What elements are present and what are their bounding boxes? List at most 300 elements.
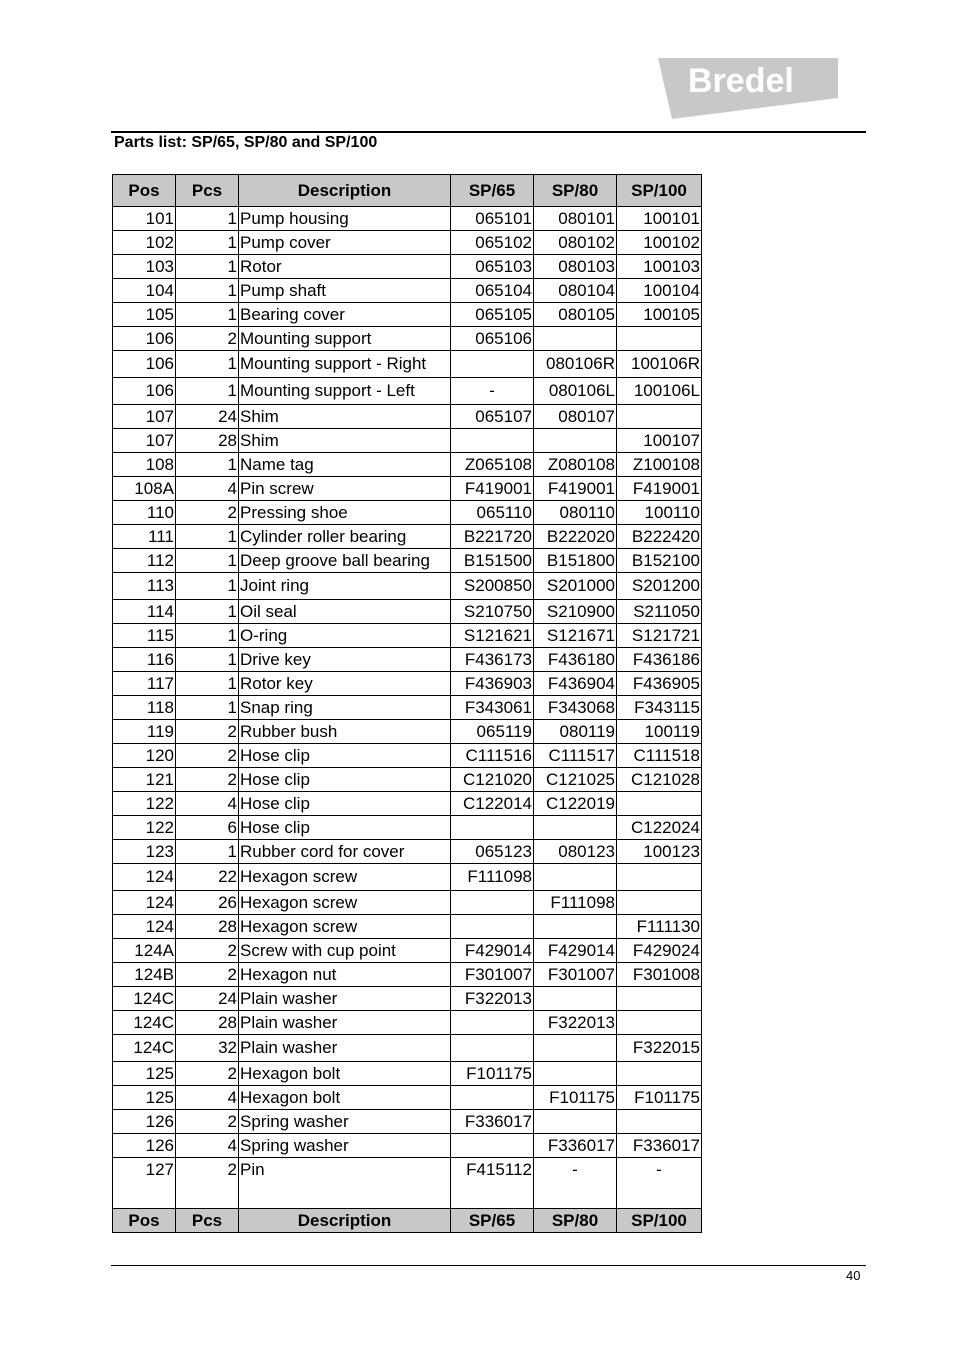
cell-pcs: 1 [176, 549, 239, 573]
cell-description: Deep groove ball bearing [239, 549, 451, 573]
cell-sp100: - [617, 1158, 702, 1209]
cell-sp65 [451, 1086, 534, 1110]
cell-sp80: 080106L [534, 378, 617, 405]
cell-pos: 124B [113, 963, 176, 987]
col-footer-pcs: Pcs [176, 1209, 239, 1233]
table-row [113, 672, 702, 696]
cell-pcs: 1 [176, 624, 239, 648]
cell-pcs: 1 [176, 648, 239, 672]
cell-pcs: 1 [176, 600, 239, 624]
cell-sp80: F436180 [534, 648, 617, 672]
cell-sp100: F301008 [617, 963, 702, 987]
cell-pos: 124C [113, 1011, 176, 1035]
cell-sp65: F101175 [451, 1062, 534, 1086]
col-footer-sp100: SP/100 [617, 1209, 702, 1233]
cell-pcs: 1 [176, 351, 239, 378]
cell-description: O-ring [239, 624, 451, 648]
cell-pcs: 2 [176, 744, 239, 768]
cell-pcs: 32 [176, 1035, 239, 1062]
table-row [113, 525, 702, 549]
logo-badge [656, 56, 840, 120]
cell-description: Spring washer [239, 1110, 451, 1134]
table-row [113, 327, 702, 351]
cell-sp80 [534, 816, 617, 840]
table-row [113, 939, 702, 963]
cell-sp80: F111098 [534, 891, 617, 915]
cell-description: Pressing shoe [239, 501, 451, 525]
table-row [113, 744, 702, 768]
cell-description: Pump cover [239, 231, 451, 255]
cell-description: Plain washer [239, 1011, 451, 1035]
table-row [113, 1035, 702, 1062]
col-header-pcs: Pcs [176, 175, 239, 207]
cell-pos: 127 [113, 1158, 176, 1209]
table-row [113, 987, 702, 1011]
cell-pcs: 2 [176, 327, 239, 351]
cell-sp80: F101175 [534, 1086, 617, 1110]
cell-sp80: B151800 [534, 549, 617, 573]
cell-pos: 101 [113, 207, 176, 231]
cell-pos: 124 [113, 915, 176, 939]
cell-sp65: 065106 [451, 327, 534, 351]
cell-pcs: 1 [176, 672, 239, 696]
cell-description: Shim [239, 405, 451, 429]
cell-sp80: F419001 [534, 477, 617, 501]
cell-sp65 [451, 816, 534, 840]
cell-sp100: 100105 [617, 303, 702, 327]
col-header-pos: Pos [113, 175, 176, 207]
cell-sp65 [451, 1011, 534, 1035]
cell-pos: 118 [113, 696, 176, 720]
cell-pcs: 2 [176, 939, 239, 963]
cell-sp65: F322013 [451, 987, 534, 1011]
cell-sp80: F322013 [534, 1011, 617, 1035]
cell-sp80 [534, 864, 617, 891]
cell-pos: 106 [113, 351, 176, 378]
cell-description: Joint ring [239, 573, 451, 600]
cell-sp65: C111516 [451, 744, 534, 768]
cell-pcs: 1 [176, 840, 239, 864]
cell-sp80: 080110 [534, 501, 617, 525]
cell-sp80: - [534, 1158, 617, 1209]
cell-pcs: 2 [176, 768, 239, 792]
cell-description: Hexagon screw [239, 891, 451, 915]
cell-sp100: F322015 [617, 1035, 702, 1062]
table-row [113, 915, 702, 939]
cell-pos: 119 [113, 720, 176, 744]
cell-sp80: F336017 [534, 1134, 617, 1158]
cell-description: Hexagon nut [239, 963, 451, 987]
cell-description: Hexagon bolt [239, 1086, 451, 1110]
cell-sp65: F301007 [451, 963, 534, 987]
cell-pcs: 4 [176, 792, 239, 816]
table-row [113, 1134, 702, 1158]
cell-description: Mounting support [239, 327, 451, 351]
cell-sp65: 065107 [451, 405, 534, 429]
table-row [113, 207, 702, 231]
cell-sp100 [617, 864, 702, 891]
cell-sp65: 065104 [451, 279, 534, 303]
cell-sp80 [534, 1110, 617, 1134]
cell-pos: 105 [113, 303, 176, 327]
cell-sp65: B151500 [451, 549, 534, 573]
cell-sp80: 080106R [534, 351, 617, 378]
cell-sp100: 100119 [617, 720, 702, 744]
cell-description: Pin [239, 1158, 451, 1209]
cell-sp100: F436186 [617, 648, 702, 672]
table-row [113, 279, 702, 303]
cell-sp65: F343061 [451, 696, 534, 720]
header-rule [111, 131, 866, 133]
table-row [113, 429, 702, 453]
cell-sp100: S201200 [617, 573, 702, 600]
cell-sp100: 100107 [617, 429, 702, 453]
table-row [113, 1062, 702, 1086]
cell-sp65: 065102 [451, 231, 534, 255]
col-footer-description: Description [239, 1209, 451, 1233]
header-row [113, 175, 702, 207]
cell-sp100: 100106L [617, 378, 702, 405]
cell-pos: 108 [113, 453, 176, 477]
cell-description: Name tag [239, 453, 451, 477]
table-row [113, 792, 702, 816]
cell-pcs: 2 [176, 720, 239, 744]
cell-pos: 122 [113, 816, 176, 840]
cell-pos: 115 [113, 624, 176, 648]
col-header-description: Description [239, 175, 451, 207]
table-row [113, 963, 702, 987]
table-row [113, 231, 702, 255]
cell-pcs: 24 [176, 405, 239, 429]
cell-description: Oil seal [239, 600, 451, 624]
cell-sp65: 065105 [451, 303, 534, 327]
cell-pos: 117 [113, 672, 176, 696]
cell-sp100: B152100 [617, 549, 702, 573]
cell-description: Plain washer [239, 987, 451, 1011]
cell-description: Cylinder roller bearing [239, 525, 451, 549]
cell-sp65: C122014 [451, 792, 534, 816]
cell-sp80 [534, 915, 617, 939]
cell-sp100: Z100108 [617, 453, 702, 477]
cell-sp80: S201000 [534, 573, 617, 600]
cell-pcs: 2 [176, 1110, 239, 1134]
cell-sp80: S210900 [534, 600, 617, 624]
table-row [113, 768, 702, 792]
cell-description: Pump housing [239, 207, 451, 231]
cell-sp80: F343068 [534, 696, 617, 720]
cell-sp80: 080104 [534, 279, 617, 303]
cell-pcs: 6 [176, 816, 239, 840]
cell-sp80 [534, 429, 617, 453]
cell-pcs: 1 [176, 696, 239, 720]
table-row [113, 816, 702, 840]
cell-pcs: 1 [176, 525, 239, 549]
cell-sp65: 065110 [451, 501, 534, 525]
cell-sp80: C111517 [534, 744, 617, 768]
cell-pos: 111 [113, 525, 176, 549]
cell-sp100: F336017 [617, 1134, 702, 1158]
cell-pos: 107 [113, 429, 176, 453]
cell-pos: 121 [113, 768, 176, 792]
col-footer-pos: Pos [113, 1209, 176, 1233]
cell-sp65: S121621 [451, 624, 534, 648]
cell-sp65: C121020 [451, 768, 534, 792]
cell-description: Hexagon screw [239, 915, 451, 939]
cell-sp80: S121671 [534, 624, 617, 648]
cell-sp100: C122024 [617, 816, 702, 840]
cell-sp100: F111130 [617, 915, 702, 939]
cell-pos: 110 [113, 501, 176, 525]
cell-description: Spring washer [239, 1134, 451, 1158]
cell-pcs: 2 [176, 1158, 239, 1209]
table-row [113, 696, 702, 720]
logo-text: Bredel [688, 62, 794, 100]
cell-sp100: C121028 [617, 768, 702, 792]
parts-table [112, 174, 702, 1233]
cell-sp80: 080101 [534, 207, 617, 231]
table-row [113, 648, 702, 672]
cell-sp80: 080107 [534, 405, 617, 429]
cell-pcs: 1 [176, 279, 239, 303]
cell-pos: 106 [113, 327, 176, 351]
cell-sp65: F429014 [451, 939, 534, 963]
cell-pcs: 4 [176, 477, 239, 501]
cell-sp100: 100103 [617, 255, 702, 279]
cell-pos: 124C [113, 1035, 176, 1062]
cell-pcs: 24 [176, 987, 239, 1011]
cell-pcs: 2 [176, 501, 239, 525]
cell-sp65 [451, 891, 534, 915]
table-row [113, 573, 702, 600]
cell-pcs: 1 [176, 255, 239, 279]
cell-sp80: F436904 [534, 672, 617, 696]
cell-sp65: 065119 [451, 720, 534, 744]
table-row [113, 1011, 702, 1035]
cell-description: Shim [239, 429, 451, 453]
cell-description: Hose clip [239, 792, 451, 816]
cell-description: Mounting support - Left [239, 378, 451, 405]
cell-pos: 125 [113, 1086, 176, 1110]
cell-sp65: S200850 [451, 573, 534, 600]
cell-pcs: 22 [176, 864, 239, 891]
cell-pos: 102 [113, 231, 176, 255]
cell-pcs: 28 [176, 915, 239, 939]
cell-pos: 112 [113, 549, 176, 573]
cell-sp100: F429024 [617, 939, 702, 963]
cell-sp65: F336017 [451, 1110, 534, 1134]
cell-sp80 [534, 1035, 617, 1062]
cell-pcs: 1 [176, 573, 239, 600]
table-row [113, 501, 702, 525]
cell-sp100: C111518 [617, 744, 702, 768]
cell-sp100: B222420 [617, 525, 702, 549]
cell-sp100: S211050 [617, 600, 702, 624]
table-row [113, 891, 702, 915]
cell-sp100 [617, 1110, 702, 1134]
cell-sp100: F419001 [617, 477, 702, 501]
cell-pos: 124 [113, 891, 176, 915]
cell-pos: 113 [113, 573, 176, 600]
cell-pos: 103 [113, 255, 176, 279]
col-header-sp65: SP/65 [451, 175, 534, 207]
cell-sp80 [534, 1062, 617, 1086]
table-row [113, 1158, 702, 1209]
cell-description: Snap ring [239, 696, 451, 720]
cell-description: Rotor key [239, 672, 451, 696]
table-row [113, 624, 702, 648]
cell-pcs: 4 [176, 1086, 239, 1110]
cell-sp65 [451, 429, 534, 453]
cell-pos: 120 [113, 744, 176, 768]
cell-description: Hexagon screw [239, 864, 451, 891]
table-row [113, 1110, 702, 1134]
table-row [113, 378, 702, 405]
cell-sp100: F343115 [617, 696, 702, 720]
cell-sp80 [534, 987, 617, 1011]
cell-sp100: F101175 [617, 1086, 702, 1110]
cell-sp100: 100101 [617, 207, 702, 231]
cell-pos: 123 [113, 840, 176, 864]
col-footer-sp65: SP/65 [451, 1209, 534, 1233]
page-title: Parts list: SP/65, SP/80 and SP/100 [114, 134, 378, 151]
cell-sp100 [617, 1062, 702, 1086]
cell-description: Bearing cover [239, 303, 451, 327]
cell-sp80: 080119 [534, 720, 617, 744]
footer-rule [111, 1265, 866, 1266]
cell-sp80: 080103 [534, 255, 617, 279]
cell-sp65: F436903 [451, 672, 534, 696]
cell-sp80: 080102 [534, 231, 617, 255]
cell-description: Rubber cord for cover [239, 840, 451, 864]
cell-pcs: 2 [176, 1062, 239, 1086]
page-number: 40 [846, 1268, 861, 1283]
cell-sp80: C121025 [534, 768, 617, 792]
cell-sp65: F419001 [451, 477, 534, 501]
cell-description: Pump shaft [239, 279, 451, 303]
cell-sp80: Z080108 [534, 453, 617, 477]
cell-sp100 [617, 1011, 702, 1035]
cell-sp80 [534, 327, 617, 351]
cell-sp65 [451, 915, 534, 939]
cell-pcs: 1 [176, 303, 239, 327]
cell-description: Rubber bush [239, 720, 451, 744]
cell-pcs: 26 [176, 891, 239, 915]
cell-sp65: 065123 [451, 840, 534, 864]
cell-sp80: 080105 [534, 303, 617, 327]
cell-sp65: F111098 [451, 864, 534, 891]
cell-pos: 124 [113, 864, 176, 891]
cell-description: Pin screw [239, 477, 451, 501]
cell-sp100 [617, 327, 702, 351]
cell-sp100 [617, 987, 702, 1011]
cell-sp65: 065101 [451, 207, 534, 231]
cell-description: Screw with cup point [239, 939, 451, 963]
cell-pos: 124C [113, 987, 176, 1011]
cell-sp65 [451, 351, 534, 378]
cell-pcs: 1 [176, 207, 239, 231]
cell-pos: 126 [113, 1110, 176, 1134]
cell-pos: 126 [113, 1134, 176, 1158]
cell-sp100: 100110 [617, 501, 702, 525]
cell-description: Mounting support - Right [239, 351, 451, 378]
cell-pos: 104 [113, 279, 176, 303]
cell-sp65: S210750 [451, 600, 534, 624]
cell-sp100: 100104 [617, 279, 702, 303]
table-row [113, 405, 702, 429]
cell-sp80: 080123 [534, 840, 617, 864]
cell-pos: 114 [113, 600, 176, 624]
footer-header-row [113, 1209, 702, 1233]
table-row [113, 600, 702, 624]
cell-pcs: 28 [176, 1011, 239, 1035]
cell-description: Hexagon bolt [239, 1062, 451, 1086]
cell-pcs: 1 [176, 378, 239, 405]
col-header-sp80: SP/80 [534, 175, 617, 207]
col-footer-sp80: SP/80 [534, 1209, 617, 1233]
cell-description: Hose clip [239, 744, 451, 768]
table-row [113, 255, 702, 279]
col-header-sp100: SP/100 [617, 175, 702, 207]
cell-pcs: 28 [176, 429, 239, 453]
cell-sp80: F429014 [534, 939, 617, 963]
table-row [113, 840, 702, 864]
cell-pos: 116 [113, 648, 176, 672]
table-row [113, 720, 702, 744]
cell-sp100: 100123 [617, 840, 702, 864]
cell-sp100 [617, 891, 702, 915]
cell-sp100: 100106R [617, 351, 702, 378]
table-row [113, 864, 702, 891]
cell-sp100 [617, 405, 702, 429]
cell-pcs: 2 [176, 963, 239, 987]
cell-pos: 106 [113, 378, 176, 405]
cell-pos: 122 [113, 792, 176, 816]
cell-sp100: F436905 [617, 672, 702, 696]
cell-sp65: - [451, 378, 534, 405]
cell-sp65: B221720 [451, 525, 534, 549]
cell-pcs: 4 [176, 1134, 239, 1158]
bredel-logo [656, 56, 840, 120]
cell-pcs: 1 [176, 453, 239, 477]
cell-description: Plain washer [239, 1035, 451, 1062]
cell-description: Hose clip [239, 768, 451, 792]
cell-sp100: S121721 [617, 624, 702, 648]
cell-pcs: 1 [176, 231, 239, 255]
table-row [113, 549, 702, 573]
cell-pos: 107 [113, 405, 176, 429]
cell-sp65: Z065108 [451, 453, 534, 477]
table-row [113, 1086, 702, 1110]
table-row [113, 351, 702, 378]
cell-sp100 [617, 792, 702, 816]
cell-sp80: B222020 [534, 525, 617, 549]
cell-description: Drive key [239, 648, 451, 672]
cell-sp100: 100102 [617, 231, 702, 255]
table-row [113, 303, 702, 327]
cell-sp65: 065103 [451, 255, 534, 279]
table-row [113, 477, 702, 501]
cell-pos: 125 [113, 1062, 176, 1086]
cell-pos: 108A [113, 477, 176, 501]
cell-sp80: C122019 [534, 792, 617, 816]
cell-sp65: F415112 [451, 1158, 534, 1209]
cell-description: Hose clip [239, 816, 451, 840]
cell-sp65 [451, 1035, 534, 1062]
table-row [113, 453, 702, 477]
cell-pos: 124A [113, 939, 176, 963]
parts-rows [113, 207, 702, 1209]
cell-description: Rotor [239, 255, 451, 279]
